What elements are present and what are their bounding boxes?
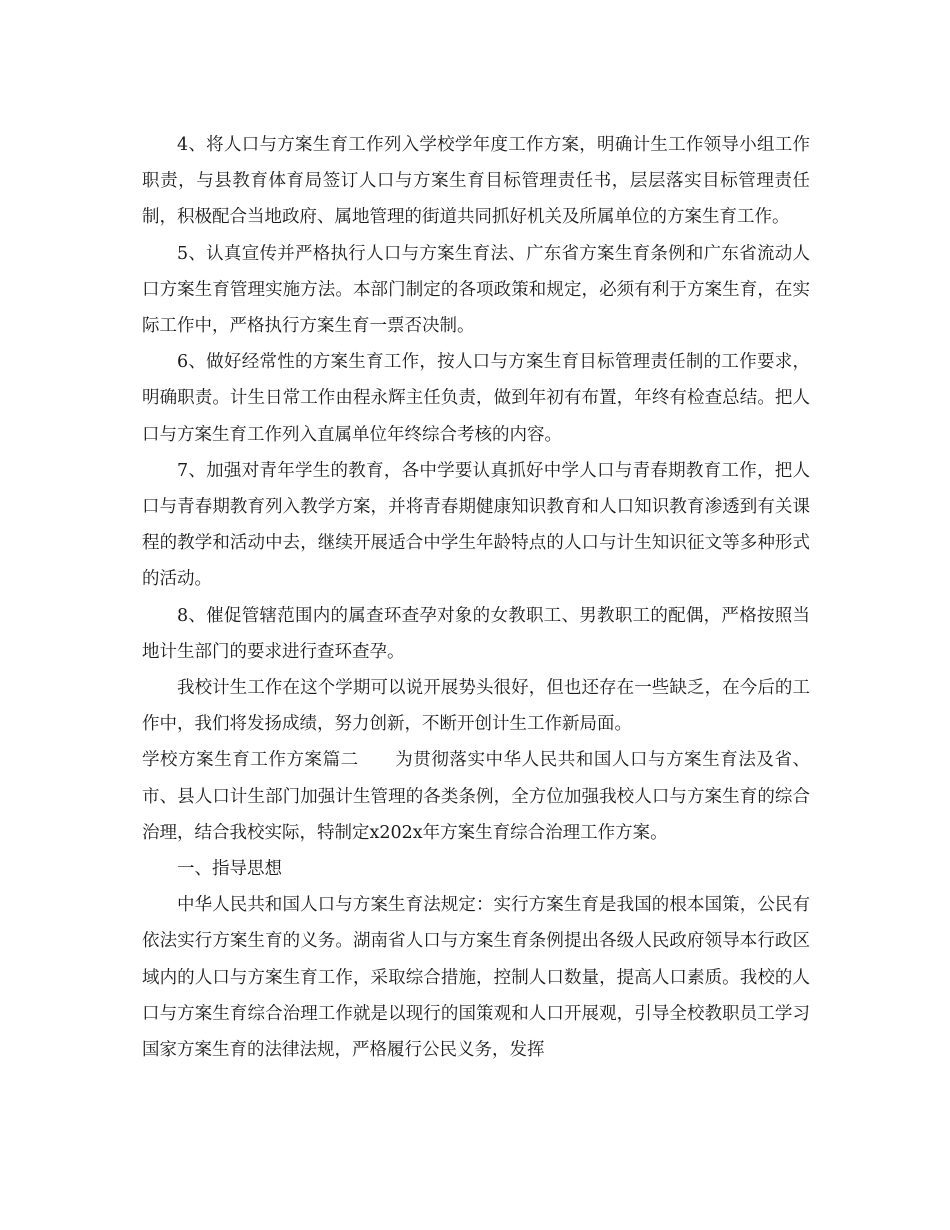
guiding-thought-paragraph: 中华人民共和国人口与方案生育法规定：实行方案生育是我国的根本国策，公民有依法实行方案生育的义务。湖南省人口与方案生育条例提出各级人民政府领导本行政区域内的人口与方案生育工作，采取综合措施，控制人口数量，提高人口素质。我校的人口与方案生育综合治理工作就是以现行的国策观和人口开展观，引导全校教职员工学习国家方案生育的法律法规，严格履行公民义务，发挥 [142, 895, 810, 1061]
section-two-intro: 为贯彻落实中华人民共和国人口与方案生育法及省、市、县人口计生部门加强计生管理的各类条例，全方位加强我校人口与方案生育的综合治理，结合我校实际，特制定x202x年方案生育综合治理工作方案。 [142, 750, 811, 843]
paragraph-item-8: 8、催促管辖范围内的属查环查孕对象的女教职工、男教职工的配偶，严格按照当地计生部门的要求进行查环查孕。 [142, 605, 810, 662]
paragraph-item-4: 4、将人口与方案生育工作列入学校学年度工作方案，明确计生工作领导小组工作职责，与县教育体育局签订人口与方案生育目标管理责任书，层层落实目标管理责任制，积极配合当地政府、属地管理的街道共同抓好机关及所属单位的方案生育工作。 [142, 135, 810, 228]
paragraph-item-7: 7、加强对青年学生的教育，各中学要认真抓好中学人口与青春期教育工作，把人口与青春期教育列入教学方案，并将青春期健康知识教育和人口知识教育渗透到有关课程的教学和活动中去，继续开展适合中学生年龄特点的人口与计生知识征文等多种形式的活动。 [142, 460, 810, 590]
document-body [142, 127, 810, 1068]
section-two-heading: 学校方案生育工作方案篇二 [142, 750, 359, 771]
paragraph-item-6: 6、做好经常性的方案生育工作，按人口与方案生育目标管理责任制的工作要求，明确职责。计生日常工作由程永辉主任负责，做到年初有布置，年终有检查总结。把人口与方案生育工作列入直属单位年终综合考核的内容。 [142, 352, 810, 445]
section-two-intro-paragraph [142, 742, 810, 851]
paragraph-item-5: 5、认真宣传并严格执行人口与方案生育法、广东省方案生育条例和广东省流动人口方案生育管理实施方法。本部门制定的各项政策和规定，必须有利于方案生育，在实际工作中，严格执行方案生育一票否决制。 [142, 243, 810, 337]
paragraph-summary: 我校计生工作在这个学期可以说开展势头很好，但也还存在一些缺乏，在今后的工作中，我们将发扬成绩，努力创新，不断开创计生工作新局面。 [142, 678, 810, 735]
section-subheading: 一、指导思想 [177, 859, 282, 880]
